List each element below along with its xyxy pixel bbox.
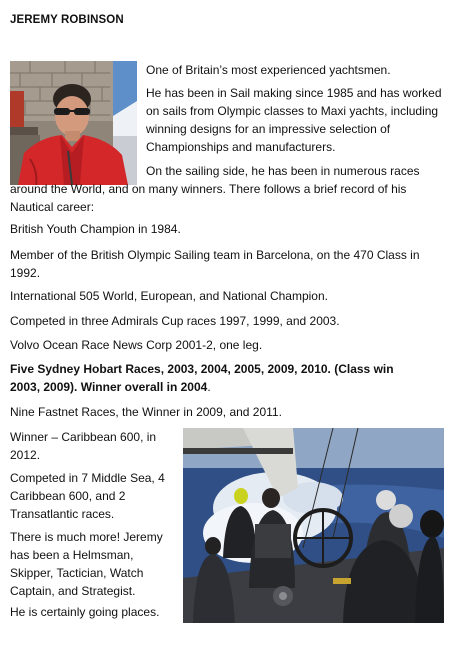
record-sydney-hobart xyxy=(10,360,420,396)
intro-paragraph-3: On the sailing side, he has been in numerous races around the World, and on many winners. There follows a brief record of his Nautical career: xyxy=(10,164,420,214)
record-olympic-team: Member of the British Olympic Sailing team in Barcelona, on the 470 Class in 1992. xyxy=(10,248,420,280)
record-races-competed: Competed in 7 Middle Sea, 4 Caribbean 600, and 2 Transatlantic races. xyxy=(10,471,165,521)
record-volvo-ocean-race: Volvo Ocean Race News Corp 2001-2, one leg. xyxy=(10,338,263,352)
record-roles: There is much more! Jeremy has been a Helmsman, Skipper, Tactician, Watch Captain, and Strategist. xyxy=(10,530,163,598)
record-youth-champion: British Youth Champion in 1984. xyxy=(10,222,181,236)
page-title: JEREMY ROBINSON xyxy=(10,14,124,26)
sailing-crew-photo xyxy=(183,428,444,623)
record-505-champion: International 505 World, European, and National Champion. xyxy=(10,289,328,303)
sydney-hobart-text: Five Sydney Hobart Races, 2003, 2004, 2005, 2009, 2010. (Class win 2003, 2009). Winner overall in 2004 xyxy=(10,362,394,394)
record-caribbean-600: Winner – Caribbean 600, in 2012. xyxy=(10,430,157,462)
record-fastnet: Nine Fastnet Races, the Winner in 2009, and 2011. xyxy=(10,405,282,419)
sydney-hobart-period: . xyxy=(207,380,211,394)
record-admirals-cup: Competed in three Admirals Cup races 1997, 1999, and 2003. xyxy=(10,314,340,328)
closing-line: He is certainly going places. xyxy=(10,605,160,619)
intro-paragraph-2: He has been in Sail making since 1985 and has worked on sails from Olympic classes to Maxi yachts, including winning designs for an impressive selection of Championships and manufacturers. xyxy=(146,86,442,154)
intro-paragraph-1: One of Britain’s most experienced yachtsmen. xyxy=(146,63,391,77)
